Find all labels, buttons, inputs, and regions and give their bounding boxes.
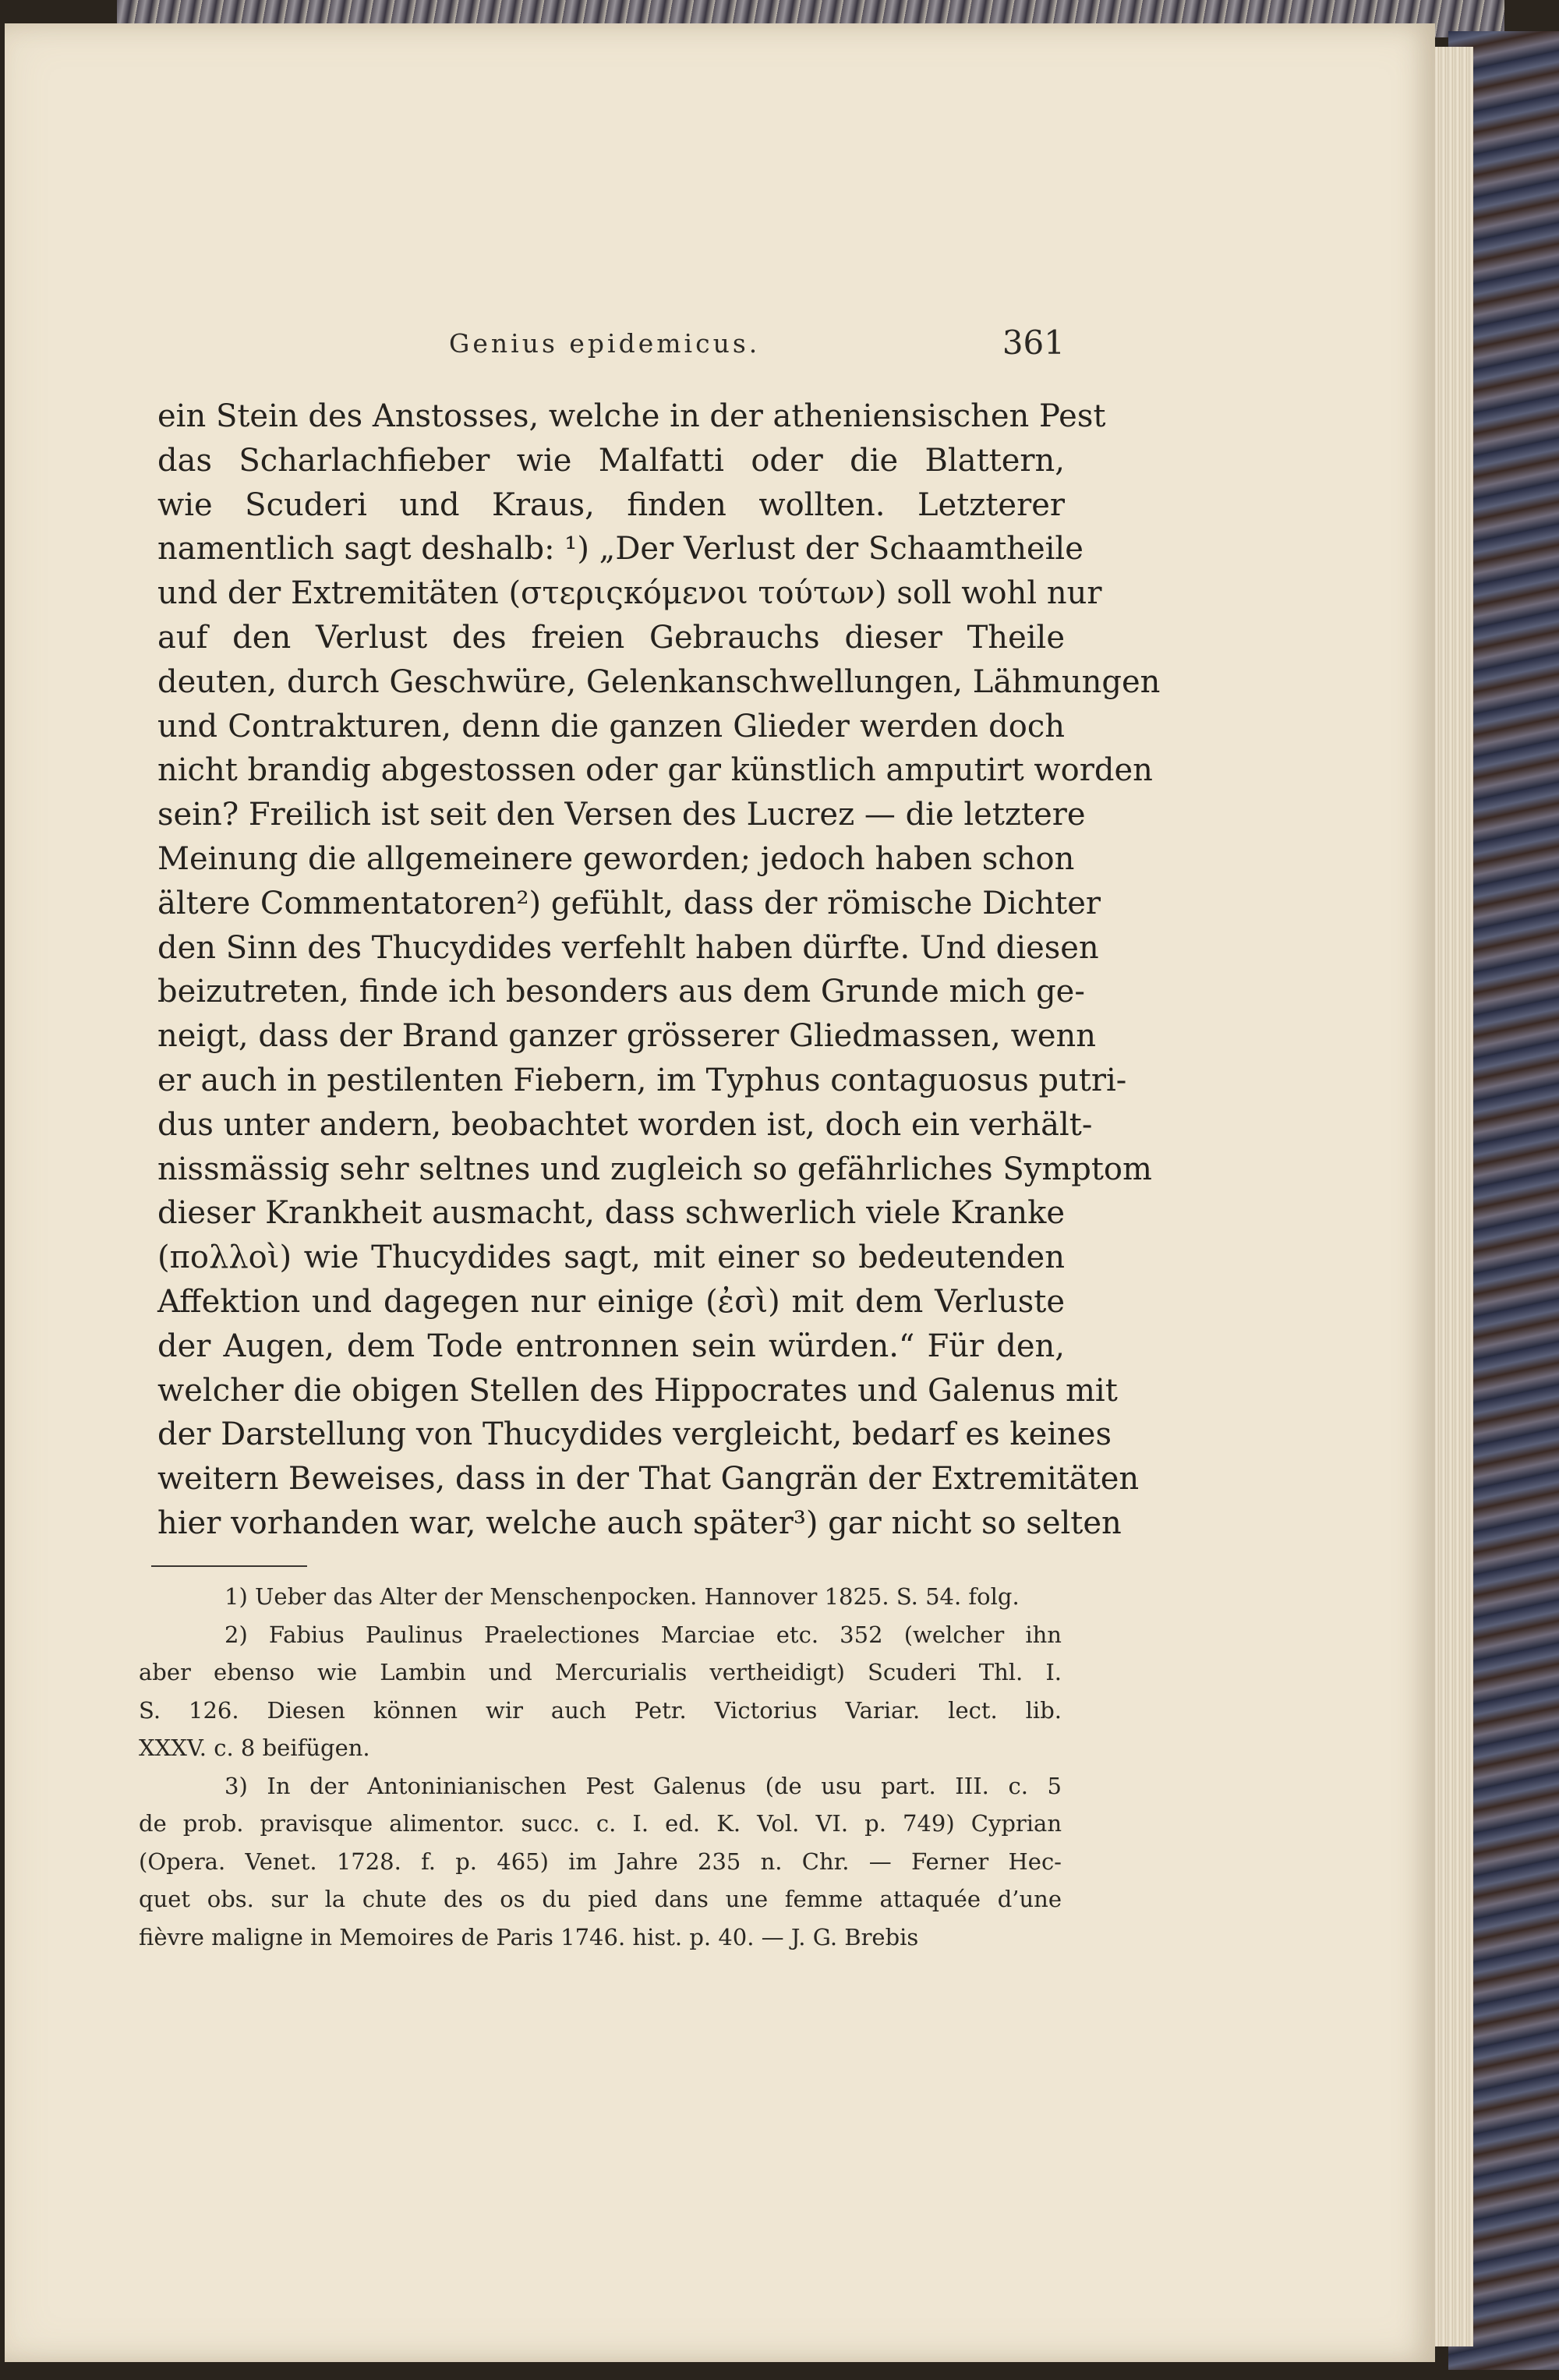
body-text [157, 394, 1161, 1546]
footnote-line: quet obs. sur la chute des os du pied dans une femme attaquée d’une [139, 1886, 1062, 1912]
body-line: neigt, dass der Brand ganzer grösserer Gliedmassen, wenn [157, 1018, 1097, 1055]
footnote-separator [151, 1565, 307, 1567]
body-line: sein? Freilich ist seit den Versen des Lucrez — die letztere [157, 797, 1086, 833]
running-title: Genius epidemicus. [449, 328, 761, 359]
book-page [5, 23, 1435, 2362]
footnote-line: XXXV. c. 8 beifügen. [139, 1735, 370, 1761]
footnote-line: 1) Ueber das Alter der Menschenpocken. Hannover 1825. S. 54. folg. [224, 1583, 1020, 1610]
body-line: das Scharlachfieber wie Malfatti oder die Blattern, [157, 442, 1065, 479]
footnote-line: S. 126. Diesen können wir auch Petr. Victorius Variar. lect. lib. [139, 1696, 1062, 1724]
body-line: namentlich sagt deshalb: ¹) „Der Verlust der Schaamtheile [157, 531, 1084, 568]
footnote-line: de prob. pravisque alimentor. succ. c. I. ed. K. Vol. VI. p. 749) Cyprian [139, 1810, 1062, 1837]
body-line: ältere Commentatoren²) gefühlt, dass der römische Dichter [157, 885, 1101, 921]
footnote-line: 2) Fabius Paulinus Praelectiones Marciae etc. 352 (welcher ihn [224, 1621, 1062, 1648]
footnote-line: fièvre maligne in Memoires de Paris 1746. hist. p. 40. — J. G. Brebis [139, 1923, 919, 1950]
body-line: dus unter andern, beobachtet worden ist, doch ein verhält- [157, 1106, 1093, 1143]
body-line: er auch in pestilenten Fiebern, im Typhus contaguosus putri- [157, 1062, 1127, 1098]
body-line: deuten, durch Geschwüre, Gelenkanschwellungen, Lähmungen [157, 663, 1161, 700]
body-line: hier vorhanden war, welche auch später³) gar nicht so selten [157, 1505, 1122, 1541]
body-line: der Darstellung von Thucydides vergleicht, bedarf es keines [157, 1416, 1112, 1453]
body-line: welcher die obigen Stellen des Hippocrates und Galenus mit [157, 1372, 1118, 1409]
body-line: weitern Beweises, dass in der That Gangrän der Extremitäten [157, 1461, 1140, 1498]
body-line: der Augen, dem Tode entronnen sein würden.“ Für den, [157, 1328, 1065, 1364]
footnote-line: aber ebenso wie Lambin und Mercurialis vertheidigt) Scuderi Thl. I. [139, 1659, 1062, 1685]
body-line: und Contrakturen, denn die ganzen Glieder werden doch [157, 708, 1065, 744]
body-line: den Sinn des Thucydides verfehlt haben dürfte. Und diesen [157, 929, 1099, 966]
body-line: Meinung die allgemeinere geworden; jedoch haben schon [157, 840, 1075, 877]
page-number: 361 [1002, 324, 1065, 362]
body-line: (πολλοὶ) wie Thucydides sagt, mit einer so bedeutenden [157, 1240, 1065, 1276]
footnote-line: (Opera. Venet. 1728. f. p. 465) im Jahre 235 n. Chr. — Ferner Hec- [139, 1848, 1062, 1875]
body-line: Affektion und dagegen nur einige (ἐσὶ) mit dem Verluste [157, 1283, 1065, 1320]
body-line: nissmässig sehr seltnes und zugleich so gefährliches Symptom [157, 1151, 1152, 1187]
body-line: auf den Verlust des freien Gebrauchs dieser Theile [157, 619, 1065, 656]
body-line: nicht brandig abgestossen oder gar künstlich amputirt worden [157, 752, 1153, 789]
body-line: dieser Krankheit ausmacht, dass schwerlich viele Kranke [157, 1195, 1065, 1232]
body-line: und der Extremitäten (στεριςκόμενοι τούτων) soll wohl nur [157, 575, 1102, 612]
footnote-line: 3) In der Antoninianischen Pest Galenus (de usu part. III. c. 5 [224, 1772, 1062, 1799]
body-line: ein Stein des Anstosses, welche in der atheniensischen Pest [157, 398, 1106, 434]
footnotes [139, 1578, 1062, 1956]
body-line: beizutreten, finde ich besonders aus dem Grunde mich ge- [157, 974, 1085, 1010]
page-header [161, 324, 1065, 370]
body-line: wie Scuderi und Kraus, finden wollten. Letzterer [157, 486, 1065, 523]
